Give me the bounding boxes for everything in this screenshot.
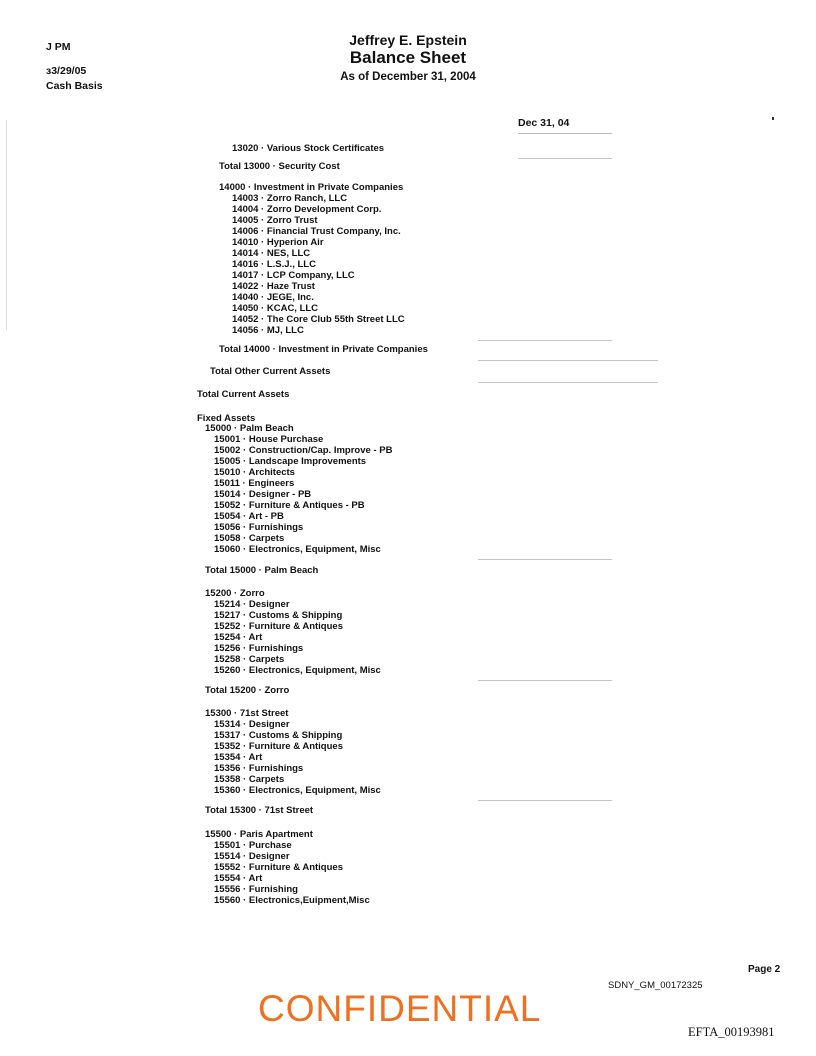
row-label: 15214 · Designer <box>214 599 290 610</box>
row-label: 15500 · Paris Apartment <box>205 829 313 840</box>
bates-number: EFTA_00193981 <box>688 1025 775 1039</box>
row-label: 15005 · Landscape Improvements <box>214 456 367 467</box>
row-label: 15354 · Art <box>214 752 263 763</box>
row-label: 15254 · Art <box>214 632 263 643</box>
row-label: 15314 · Designer <box>214 719 290 730</box>
subtotal-rule <box>478 340 612 341</box>
column-header-rule <box>518 133 612 134</box>
row-label: 15552 · Furniture & Antiques <box>214 862 343 873</box>
report-time: J PM <box>46 41 71 53</box>
row-label: 15556 · Furnishing <box>214 884 298 895</box>
row-label: 15014 · Designer - PB <box>214 489 312 500</box>
row-label: 15356 · Furnishings <box>214 763 304 774</box>
scan-stray-mark <box>772 117 774 120</box>
subtotal-rule <box>478 680 612 681</box>
row-label: 15352 · Furniture & Antiques <box>214 741 343 752</box>
row-label: 15317 · Customs & Shipping <box>214 730 343 741</box>
row-label: 14003 · Zorro Ranch, LLC <box>232 193 348 204</box>
subtotal-rule <box>478 559 612 560</box>
row-label: 14005 · Zorro Trust <box>232 215 318 226</box>
row-label: 14040 · JEGE, Inc. <box>232 292 314 303</box>
row-label: Total Current Assets <box>197 389 290 400</box>
row-label: 15001 · House Purchase <box>214 434 324 445</box>
confidential-stamp: CONFIDENTIAL <box>258 988 542 1029</box>
row-label: 14016 · L.S.J., LLC <box>232 259 316 270</box>
page-number: Page 2 <box>748 964 781 975</box>
row-label: 15217 · Customs & Shipping <box>214 610 343 621</box>
row-label: 15360 · Electronics, Equipment, Misc <box>214 785 381 796</box>
row-label: 15252 · Furniture & Antiques <box>214 621 343 632</box>
row-label: Total 13000 · Security Cost <box>219 161 340 172</box>
row-label: 14056 · MJ, LLC <box>232 325 304 336</box>
row-label: 15560 · Electronics,Euipment,Misc <box>214 895 370 906</box>
subtotal-rule <box>478 360 658 361</box>
row-label: 14022 · Haze Trust <box>232 281 315 292</box>
row-label: 14050 · KCAC, LLC <box>232 303 319 314</box>
row-label: 15060 · Electronics, Equipment, Misc <box>214 544 381 555</box>
row-label: 15554 · Art <box>214 873 263 884</box>
column-header: Dec 31, 04 <box>518 117 570 129</box>
subtotal-rule <box>518 158 612 159</box>
row-label: Fixed Assets <box>197 413 256 424</box>
row-label: 14006 · Financial Trust Company, Inc. <box>232 226 401 237</box>
row-label: 15052 · Furniture & Antiques - PB <box>214 500 365 511</box>
row-label: Total 15300 · 71st Street <box>205 805 314 816</box>
row-label: 15358 · Carpets <box>214 774 285 785</box>
subtotal-rule <box>478 382 658 383</box>
row-label: 15058 · Carpets <box>214 533 285 544</box>
scan-edge-mark <box>6 120 7 330</box>
row-label: 15011 · Engineers <box>214 478 295 489</box>
row-label: 15256 · Furnishings <box>214 643 304 654</box>
report-date: ɜ3/29/05 <box>46 65 87 77</box>
row-label: 15514 · Designer <box>214 851 290 862</box>
row-label: 15000 · Palm Beach <box>205 423 294 434</box>
row-label: 15300 · 71st Street <box>205 708 289 719</box>
row-label: 15258 · Carpets <box>214 654 285 665</box>
row-label: 14004 · Zorro Development Corp. <box>232 204 382 215</box>
accounting-basis: Cash Basis <box>46 80 103 92</box>
row-label: Total Other Current Assets <box>210 366 331 377</box>
row-label: 15002 · Construction/Cap. Improve - PB <box>214 445 393 456</box>
row-label: 14000 · Investment in Private Companies <box>219 182 404 193</box>
entity-name: Jeffrey E. Epstein <box>349 32 467 48</box>
row-label: 15501 · Purchase <box>214 840 292 851</box>
row-label: 15054 · Art - PB <box>214 511 284 522</box>
report-date-range: As of December 31, 2004 <box>340 71 476 83</box>
row-label: Total 15000 · Palm Beach <box>205 565 319 576</box>
row-label: 14010 · Hyperion Air <box>232 237 324 248</box>
subtotal-rule <box>478 800 612 801</box>
row-label: 15200 · Zorro <box>205 588 265 599</box>
report-title: Balance Sheet <box>349 48 467 67</box>
row-label: Total 14000 · Investment in Private Companies <box>219 344 428 355</box>
row-label: 15010 · Architects <box>214 467 295 478</box>
row-label: 13020 · Various Stock Certificates <box>232 143 385 154</box>
row-label: 14017 · LCP Company, LLC <box>232 270 355 281</box>
document-id: SDNY_GM_00172325 <box>608 980 703 991</box>
row-label: 14014 · NES, LLC <box>232 248 311 259</box>
row-label: Total 15200 · Zorro <box>205 685 290 696</box>
row-label: 14052 · The Core Club 55th Street LLC <box>232 314 405 325</box>
row-label: 15260 · Electronics, Equipment, Misc <box>214 665 381 676</box>
row-label: 15056 · Furnishings <box>214 522 304 533</box>
